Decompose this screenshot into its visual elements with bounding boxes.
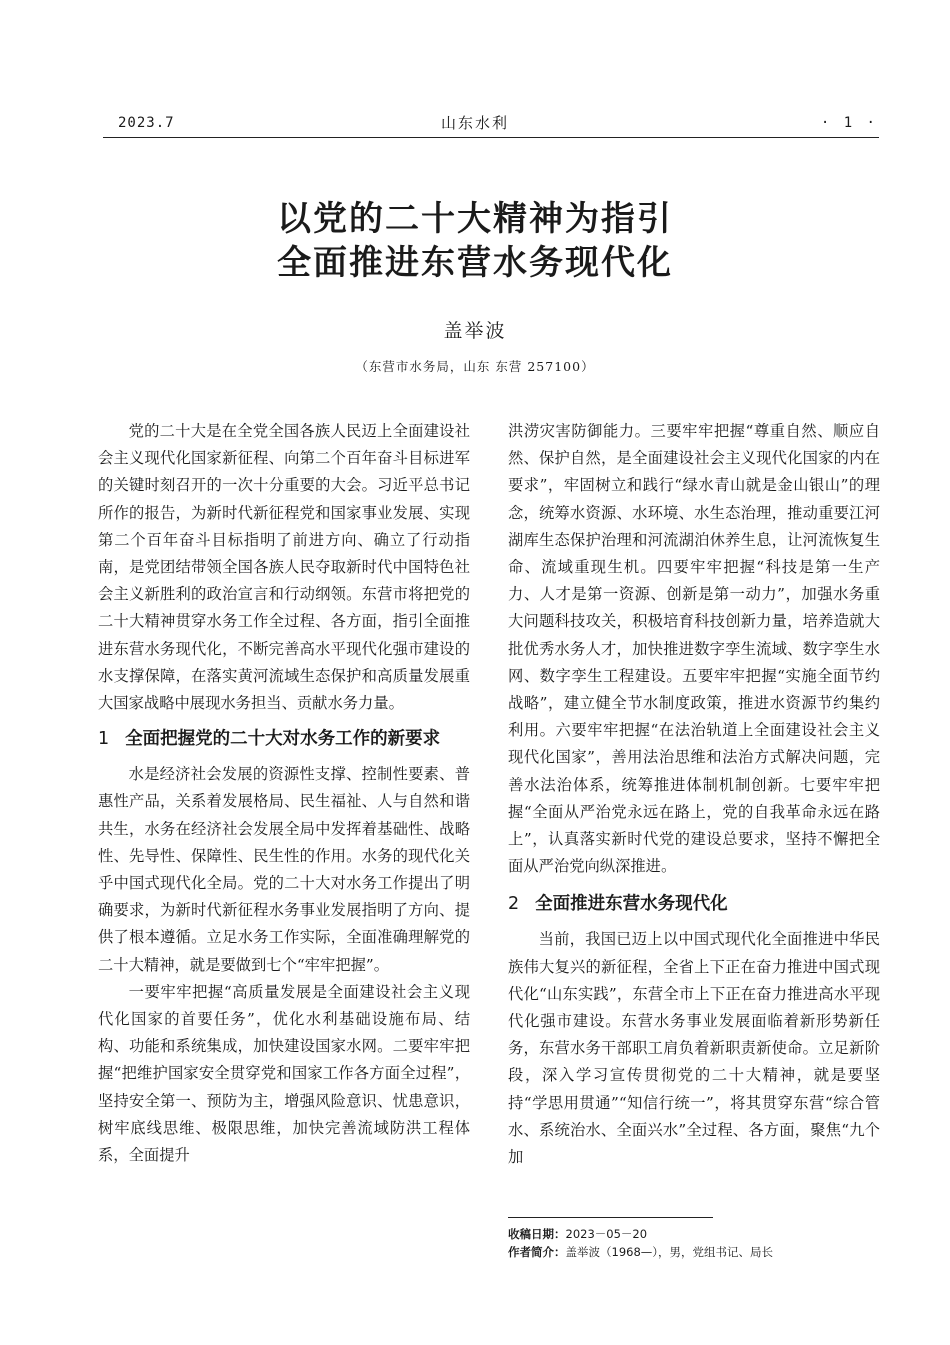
left-column bbox=[98, 418, 470, 1169]
author-affiliation: （东营市水务局，山东 东营 257100） bbox=[355, 359, 595, 374]
bio-label: 作者简介： bbox=[508, 1245, 566, 1259]
section-2-title: 全面推进东营水务现代化 bbox=[535, 894, 728, 915]
section-1-paragraph-1: 水是经济社会发展的资源性支撑、控制性要素、普惠性产品，关系着发展格局、民生福祉、人与自然和谐共生，水务在经济社会发展全局中发挥着基础性、战略性、先导性、保障性、民生性的作用。水务的现代化关乎中国式现代化全局。党的二十大对水务工作提出了明确要求，为新时代新征程水务事业发展指明了方向、提供了根本遵循。立足水务工作实际，全面准确理解党的二十大精神，就是要做到七个“牢牢把握”。 bbox=[98, 765, 470, 974]
footnote-author-bio bbox=[508, 1243, 773, 1261]
right-column bbox=[508, 418, 880, 1171]
article-title-line1: 以党的二十大精神为指引 bbox=[277, 199, 673, 239]
section-2-number: 2 bbox=[508, 894, 520, 915]
header-journal-name: 山东水利 bbox=[440, 114, 509, 132]
section-1-paragraph-2-continued: 洪涝灾害防御能力。三要牢牢把握“尊重自然、顺应自然、保护自然，是全面建设社会主义现代化国家的内在要求”，牢固树立和践行“绿水青山就是金山银山”的理念，统筹水资源、水环境、水生态治理，推动重要江河湖库生态保护治理和河流湖泊休养生息，让河流恢复生命、流域重现生机。四要牢牢把握“科技是第一生产力、人才是第一资源、创新是第一动力”，加强水务重大问题科技攻关，积极培育科技创新力量，培养造就大批优秀水务人才，加快推进数字孪生流域、数字孪生水网、数字孪生工程建设。五要牢牢把握“实施全面节约战略”，建立健全节水制度政策，推进水资源节约集约利用。六要牢牢把握“在法治轨道上全面建设社会主义现代化国家”，善用法治思维和法治方式解决问题，完善水法治体系，统筹推进体制机制创新。七要牢牢把握“全面从严治党永远在路上，党的自我革命永远在路上”，认真落实新时代党的建设总要求，坚持不懈把全面从严治党向纵深推进。 bbox=[508, 422, 880, 876]
header-divider bbox=[103, 137, 879, 138]
footnote-received bbox=[508, 1225, 647, 1243]
section-1-heading bbox=[98, 725, 470, 754]
header-page-number: · 1 · bbox=[820, 115, 878, 131]
author-name: 盖举波 bbox=[443, 320, 507, 342]
header-issue: 2023.7 bbox=[118, 115, 175, 131]
article-title-line2: 全面推进东营水务现代化 bbox=[277, 243, 673, 283]
section-2-heading bbox=[508, 890, 880, 919]
bio-text: 盖举波（1968—），男，党组书记、局长 bbox=[565, 1245, 774, 1259]
footnote-divider bbox=[508, 1217, 713, 1218]
intro-paragraph: 党的二十大是在全党全国各族人民迈上全面建设社会主义现代化国家新征程、向第二个百年奋斗目标进军的关键时刻召开的一次十分重要的大会。习近平总书记所作的报告，为新时代新征程党和国家事业发展、实现第二个百年奋斗目标指明了前进方向、确立了行动指南，是党团结带领全国各族人民夺取新时代中国特色社会主义新胜利的政治宣言和行动纲领。东营市将把党的二十大精神贯穿水务工作全过程、各方面，指引全面推进东营水务现代化，不断完善高水平现代化强市建设的水支撑保障，在落实黄河流域生态保护和高质量发展重大国家战略中展现水务担当、贡献水务力量。 bbox=[98, 422, 470, 713]
section-2-paragraph-1: 当前，我国已迈上以中国式现代化全面推进中华民族伟大复兴的新征程，全省上下正在奋力推进中国式现代化“山东实践”，东营全市上下正在奋力推进高水平现代化强市建设。东营水务事业发展面临着新形势新任务，东营水务干部职工肩负着新职责新使命。立足新阶段，深入学习宣传贯彻党的二十大精神，就是要坚持“学思用贯通”“知信行统一”，将其贯穿东营“综合管水、系统治水、全面兴水”全过程、各方面，聚焦“九个加 bbox=[508, 930, 880, 1167]
section-1-title: 全面把握党的二十大对水务工作的新要求 bbox=[125, 729, 441, 750]
section-1-paragraph-2: 一要牢牢把握“高质量发展是全面建设社会主义现代化国家的首要任务”，优化水利基础设施布局、结构、功能和系统集成，加快建设国家水网。二要牢牢把握“把维护国家安全贯穿党和国家工作各方面全过程”，坚持安全第一、预防为主，增强风险意识、忧患意识，树牢底线思维、极限思维，加快完善流域防洪工程体系，全面提升 bbox=[98, 982, 470, 1165]
section-1-number: 1 bbox=[98, 729, 110, 750]
received-label: 收稿日期： bbox=[508, 1227, 566, 1241]
received-date: 2023－05－20 bbox=[565, 1227, 648, 1241]
